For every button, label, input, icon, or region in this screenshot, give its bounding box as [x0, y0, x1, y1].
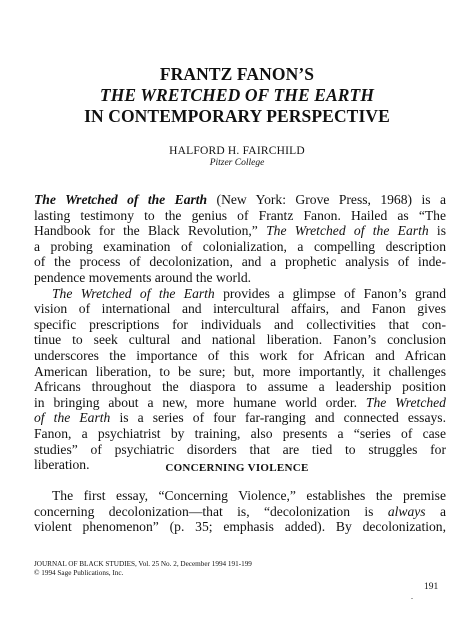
text-line: studies” of psychiatric disorders that are tied to struggles for	[34, 441, 446, 457]
text-line: The first essay, “Concerning Violence,” establishes the premise	[52, 488, 446, 503]
emphasis: always	[387, 503, 426, 519]
paragraph-1	[34, 192, 446, 286]
text-line	[34, 395, 446, 411]
text-line: pendence movements around the world.	[34, 269, 252, 285]
text-span: Handbook for the Black Revolution,”	[34, 223, 267, 239]
paragraph-2	[34, 286, 446, 473]
author-name: HALFORD H. FAIRCHILD	[169, 145, 305, 157]
text-span: is	[428, 223, 446, 239]
text-line: American liberation, to be sure; but, more importantly, it challenges	[34, 363, 446, 379]
title-line-2: THE WRETCHED OF THE EARTH	[99, 85, 375, 105]
book-title: of the Earth	[34, 410, 111, 426]
book-title: The Wretched of the Earth	[52, 285, 215, 301]
page-number: 191	[424, 582, 439, 592]
journal-footer	[34, 560, 252, 578]
text-line: lasting testimony to the genius of Frantz Fanon. Hailed as “The	[34, 207, 446, 223]
text-span: in bringing about a new, more humane world order.	[34, 394, 366, 410]
stray-mark: .	[411, 592, 413, 601]
book-title: The Wretched of the Earth	[34, 192, 208, 207]
text-span: (New York: Grove Press, 1968) is a	[207, 192, 446, 207]
title-line-3: IN CONTEMPORARY PERSPECTIVE	[84, 106, 390, 126]
text-line: tinue to seek cultural and national liberation. Fanon’s conclusion	[34, 332, 446, 348]
copyright-notice: © 1994 Sage Publications, Inc.	[34, 569, 124, 577]
text-line: liberation.	[34, 457, 90, 473]
text-span: concerning decolonization—that is, “decolonization is	[34, 503, 388, 519]
text-line	[34, 286, 446, 302]
title-line-1: FRANTZ FANON’S	[159, 64, 315, 84]
body-text-section	[34, 488, 446, 535]
body-text-main	[34, 192, 446, 473]
text-line: violent phenomenon” (p. 35; emphasis added). By decolonization,	[34, 519, 446, 535]
text-line: a probing examination of colonialization, a compelling description	[34, 238, 446, 254]
journal-citation: JOURNAL OF BLACK STUDIES, Vol. 25 No. 2, December 1994 191-199	[34, 560, 252, 568]
text-line	[34, 410, 446, 426]
byline	[0, 145, 474, 169]
article-title	[0, 64, 474, 127]
text-line: of the process of decolonization, and a prophetic analysis of inde-	[34, 254, 446, 270]
text-line: Fanon, a psychiatrist by training, also presents a “series of case	[34, 425, 446, 441]
paragraph-3	[34, 488, 446, 535]
text-line: underscores the importance of this work for African and African	[34, 347, 446, 363]
text-line	[34, 223, 446, 239]
text-line: Africans throughout the diaspora to assume a leadership position	[34, 379, 446, 395]
author-affiliation: Pitzer College	[209, 158, 265, 168]
text-line	[34, 504, 446, 520]
text-span: is a series of four far-ranging and connected essays.	[110, 410, 446, 426]
text-line: specific prescriptions for individuals and collectivities that con-	[34, 316, 446, 332]
book-title: The Wretched of the Earth	[266, 223, 429, 239]
text-line	[34, 192, 446, 208]
text-span: provides a glimpse of Fanon’s grand	[214, 285, 446, 301]
text-span: a	[425, 503, 446, 519]
section-heading: CONCERNING VIOLENCE	[165, 462, 309, 474]
text-line: vision of international and intercultural affairs, and Fanon gives	[34, 301, 446, 317]
book-title: The Wretched	[365, 394, 446, 410]
